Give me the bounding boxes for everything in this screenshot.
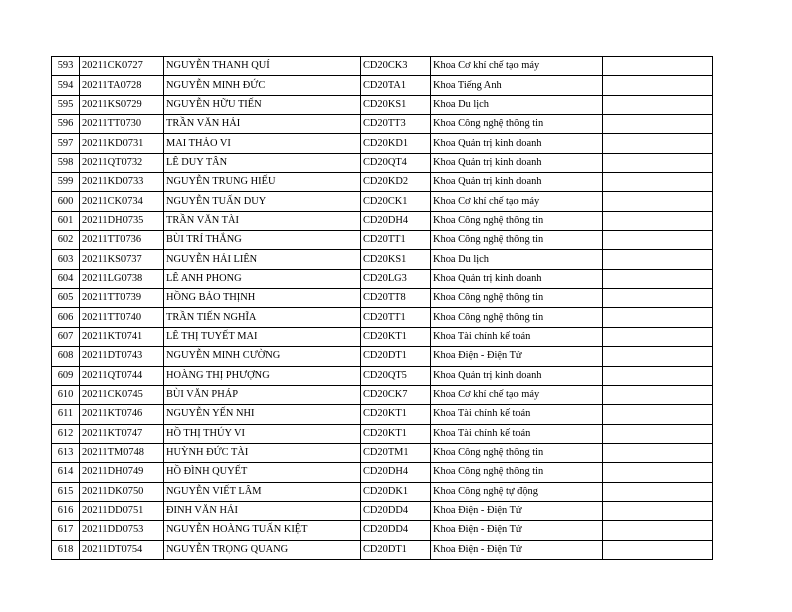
row-number-cell: 605 <box>52 289 80 308</box>
row-number-cell: 614 <box>52 463 80 482</box>
student-id-cell: 20211KS0737 <box>80 250 164 269</box>
department-cell: Khoa Công nghệ thông tin <box>431 115 603 134</box>
row-number-cell: 600 <box>52 192 80 211</box>
class-code-cell: CD20CK7 <box>361 385 431 404</box>
table-row <box>52 347 713 366</box>
student-name-cell: NGUYỄN HẢI LIÊN <box>164 250 361 269</box>
department-cell: Khoa Quản trị kinh doanh <box>431 173 603 192</box>
class-code-cell: CD20QT4 <box>361 153 431 172</box>
student-name-cell: LÊ ANH PHONG <box>164 269 361 288</box>
student-name-cell: HOÀNG THỊ PHƯỢNG <box>164 366 361 385</box>
row-number-cell: 593 <box>52 57 80 76</box>
department-cell: Khoa Quản trị kinh doanh <box>431 366 603 385</box>
student-list-table <box>51 56 713 560</box>
student-name-cell: ĐINH VĂN HẢI <box>164 501 361 520</box>
table-row <box>52 211 713 230</box>
student-id-cell: 20211DH0735 <box>80 211 164 230</box>
note-cell <box>603 347 713 366</box>
student-name-cell: NGUYỄN MINH CƯỜNG <box>164 347 361 366</box>
table-row <box>52 95 713 114</box>
department-cell: Khoa Quản trị kinh doanh <box>431 153 603 172</box>
class-code-cell: CD20LG3 <box>361 269 431 288</box>
student-name-cell: NGUYỄN VIẾT LÂM <box>164 482 361 501</box>
table-row <box>52 482 713 501</box>
student-id-cell: 20211DT0754 <box>80 540 164 559</box>
row-number-cell: 602 <box>52 231 80 250</box>
student-id-cell: 20211KD0733 <box>80 173 164 192</box>
student-id-cell: 20211KT0741 <box>80 327 164 346</box>
student-id-cell: 20211KD0731 <box>80 134 164 153</box>
note-cell <box>603 308 713 327</box>
table-row <box>52 463 713 482</box>
student-id-cell: 20211TA0728 <box>80 76 164 95</box>
note-cell <box>603 173 713 192</box>
row-number-cell: 596 <box>52 115 80 134</box>
department-cell: Khoa Công nghệ thông tin <box>431 463 603 482</box>
row-number-cell: 598 <box>52 153 80 172</box>
row-number-cell: 616 <box>52 501 80 520</box>
student-name-cell: TRẦN VĂN TÀI <box>164 211 361 230</box>
student-id-cell: 20211DT0743 <box>80 347 164 366</box>
note-cell <box>603 269 713 288</box>
department-cell: Khoa Điện - Điện Tử <box>431 501 603 520</box>
table-row <box>52 385 713 404</box>
row-number-cell: 618 <box>52 540 80 559</box>
note-cell <box>603 76 713 95</box>
student-id-cell: 20211TT0736 <box>80 231 164 250</box>
table-row <box>52 366 713 385</box>
department-cell: Khoa Công nghệ thông tin <box>431 289 603 308</box>
note-cell <box>603 289 713 308</box>
note-cell <box>603 250 713 269</box>
student-id-cell: 20211DK0750 <box>80 482 164 501</box>
class-code-cell: CD20KT1 <box>361 424 431 443</box>
student-id-cell: 20211CK0734 <box>80 192 164 211</box>
row-number-cell: 607 <box>52 327 80 346</box>
note-cell <box>603 482 713 501</box>
student-name-cell: HỒNG BẢO THỊNH <box>164 289 361 308</box>
class-code-cell: CD20KD2 <box>361 173 431 192</box>
class-code-cell: CD20TT3 <box>361 115 431 134</box>
table-row <box>52 308 713 327</box>
department-cell: Khoa Điện - Điện Tử <box>431 521 603 540</box>
row-number-cell: 615 <box>52 482 80 501</box>
student-id-cell: 20211QT0744 <box>80 366 164 385</box>
class-code-cell: CD20TT1 <box>361 308 431 327</box>
note-cell <box>603 211 713 230</box>
student-name-cell: NGUYỄN HOÀNG TUẤN KIỆT <box>164 521 361 540</box>
row-number-cell: 604 <box>52 269 80 288</box>
table-row <box>52 192 713 211</box>
department-cell: Khoa Cơ khí chế tạo máy <box>431 57 603 76</box>
table-row <box>52 269 713 288</box>
note-cell <box>603 231 713 250</box>
note-cell <box>603 57 713 76</box>
note-cell <box>603 115 713 134</box>
class-code-cell: CD20KS1 <box>361 250 431 269</box>
table-row <box>52 424 713 443</box>
student-id-cell: 20211DH0749 <box>80 463 164 482</box>
table-row <box>52 57 713 76</box>
table-row <box>52 501 713 520</box>
row-number-cell: 610 <box>52 385 80 404</box>
row-number-cell: 613 <box>52 443 80 462</box>
row-number-cell: 609 <box>52 366 80 385</box>
note-cell <box>603 192 713 211</box>
class-code-cell: CD20DT1 <box>361 347 431 366</box>
note-cell <box>603 153 713 172</box>
class-code-cell: CD20DH4 <box>361 211 431 230</box>
note-cell <box>603 366 713 385</box>
note-cell <box>603 501 713 520</box>
student-name-cell: LÊ DUY TÂN <box>164 153 361 172</box>
student-name-cell: NGUYỄN HỮU TIẾN <box>164 95 361 114</box>
department-cell: Khoa Cơ khí chế tạo máy <box>431 192 603 211</box>
student-name-cell: TRẦN VĂN HẢI <box>164 115 361 134</box>
department-cell: Khoa Công nghệ thông tin <box>431 308 603 327</box>
row-number-cell: 594 <box>52 76 80 95</box>
department-cell: Khoa Tài chính kế toán <box>431 327 603 346</box>
department-cell: Khoa Quản trị kinh doanh <box>431 269 603 288</box>
student-name-cell: TRẦN TIẾN NGHĨA <box>164 308 361 327</box>
note-cell <box>603 385 713 404</box>
student-id-cell: 20211TT0739 <box>80 289 164 308</box>
student-name-cell: LÊ THỊ TUYẾT MAI <box>164 327 361 346</box>
note-cell <box>603 463 713 482</box>
class-code-cell: CD20TT8 <box>361 289 431 308</box>
student-id-cell: 20211KS0729 <box>80 95 164 114</box>
student-id-cell: 20211LG0738 <box>80 269 164 288</box>
class-code-cell: CD20CK3 <box>361 57 431 76</box>
note-cell <box>603 95 713 114</box>
student-id-cell: 20211TT0730 <box>80 115 164 134</box>
class-code-cell: CD20DK1 <box>361 482 431 501</box>
table-row <box>52 443 713 462</box>
table-row <box>52 231 713 250</box>
table-row <box>52 289 713 308</box>
row-number-cell: 606 <box>52 308 80 327</box>
class-code-cell: CD20QT5 <box>361 366 431 385</box>
table-row <box>52 521 713 540</box>
department-cell: Khoa Tài chính kế toán <box>431 405 603 424</box>
student-id-cell: 20211CK0745 <box>80 385 164 404</box>
student-id-cell: 20211DD0753 <box>80 521 164 540</box>
class-code-cell: CD20KS1 <box>361 95 431 114</box>
student-name-cell: NGUYỄN MINH ĐỨC <box>164 76 361 95</box>
table-body <box>52 57 713 560</box>
class-code-cell: CD20KT1 <box>361 405 431 424</box>
student-id-cell: 20211QT0732 <box>80 153 164 172</box>
class-code-cell: CD20DD4 <box>361 521 431 540</box>
row-number-cell: 608 <box>52 347 80 366</box>
department-cell: Khoa Công nghệ tự động <box>431 482 603 501</box>
note-cell <box>603 327 713 346</box>
department-cell: Khoa Điện - Điện Tử <box>431 347 603 366</box>
table-row <box>52 327 713 346</box>
student-name-cell: MAI THẢO VI <box>164 134 361 153</box>
department-cell: Khoa Cơ khí chế tạo máy <box>431 385 603 404</box>
class-code-cell: CD20DT1 <box>361 540 431 559</box>
student-name-cell: NGUYỄN TRỌNG QUANG <box>164 540 361 559</box>
class-code-cell: CD20TM1 <box>361 443 431 462</box>
student-name-cell: BÙI TRÍ THẮNG <box>164 231 361 250</box>
class-code-cell: CD20TA1 <box>361 76 431 95</box>
note-cell <box>603 521 713 540</box>
student-id-cell: 20211DD0751 <box>80 501 164 520</box>
note-cell <box>603 540 713 559</box>
note-cell <box>603 134 713 153</box>
department-cell: Khoa Du lịch <box>431 250 603 269</box>
table-row <box>52 540 713 559</box>
department-cell: Khoa Tiếng Anh <box>431 76 603 95</box>
student-name-cell: NGUYỄN TRUNG HIẾU <box>164 173 361 192</box>
row-number-cell: 597 <box>52 134 80 153</box>
table-row <box>52 76 713 95</box>
class-code-cell: CD20KD1 <box>361 134 431 153</box>
note-cell <box>603 424 713 443</box>
student-name-cell: NGUYỄN YẾN NHI <box>164 405 361 424</box>
student-name-cell: HỒ ĐÌNH QUYẾT <box>164 463 361 482</box>
table-row <box>52 134 713 153</box>
class-code-cell: CD20DH4 <box>361 463 431 482</box>
department-cell: Khoa Công nghệ thông tin <box>431 211 603 230</box>
note-cell <box>603 443 713 462</box>
table-row <box>52 115 713 134</box>
department-cell: Khoa Tài chính kế toán <box>431 424 603 443</box>
student-id-cell: 20211KT0747 <box>80 424 164 443</box>
row-number-cell: 599 <box>52 173 80 192</box>
student-id-cell: 20211TM0748 <box>80 443 164 462</box>
row-number-cell: 612 <box>52 424 80 443</box>
student-name-cell: NGUYỄN TUẤN DUY <box>164 192 361 211</box>
class-code-cell: CD20KT1 <box>361 327 431 346</box>
table-row <box>52 173 713 192</box>
student-id-cell: 20211TT0740 <box>80 308 164 327</box>
student-name-cell: NGUYỄN THANH QUÍ <box>164 57 361 76</box>
department-cell: Khoa Công nghệ thông tin <box>431 231 603 250</box>
table-row <box>52 405 713 424</box>
row-number-cell: 611 <box>52 405 80 424</box>
note-cell <box>603 405 713 424</box>
row-number-cell: 601 <box>52 211 80 230</box>
department-cell: Khoa Công nghệ thông tin <box>431 443 603 462</box>
table-row <box>52 153 713 172</box>
student-id-cell: 20211KT0746 <box>80 405 164 424</box>
row-number-cell: 617 <box>52 521 80 540</box>
student-name-cell: BÙI VĂN PHÁP <box>164 385 361 404</box>
department-cell: Khoa Điện - Điện Tử <box>431 540 603 559</box>
department-cell: Khoa Du lịch <box>431 95 603 114</box>
student-name-cell: HỒ THỊ THÚY VI <box>164 424 361 443</box>
student-name-cell: HUỲNH ĐỨC TÀI <box>164 443 361 462</box>
department-cell: Khoa Quản trị kinh doanh <box>431 134 603 153</box>
student-id-cell: 20211CK0727 <box>80 57 164 76</box>
class-code-cell: CD20CK1 <box>361 192 431 211</box>
row-number-cell: 595 <box>52 95 80 114</box>
row-number-cell: 603 <box>52 250 80 269</box>
table-row <box>52 250 713 269</box>
class-code-cell: CD20TT1 <box>361 231 431 250</box>
class-code-cell: CD20DD4 <box>361 501 431 520</box>
